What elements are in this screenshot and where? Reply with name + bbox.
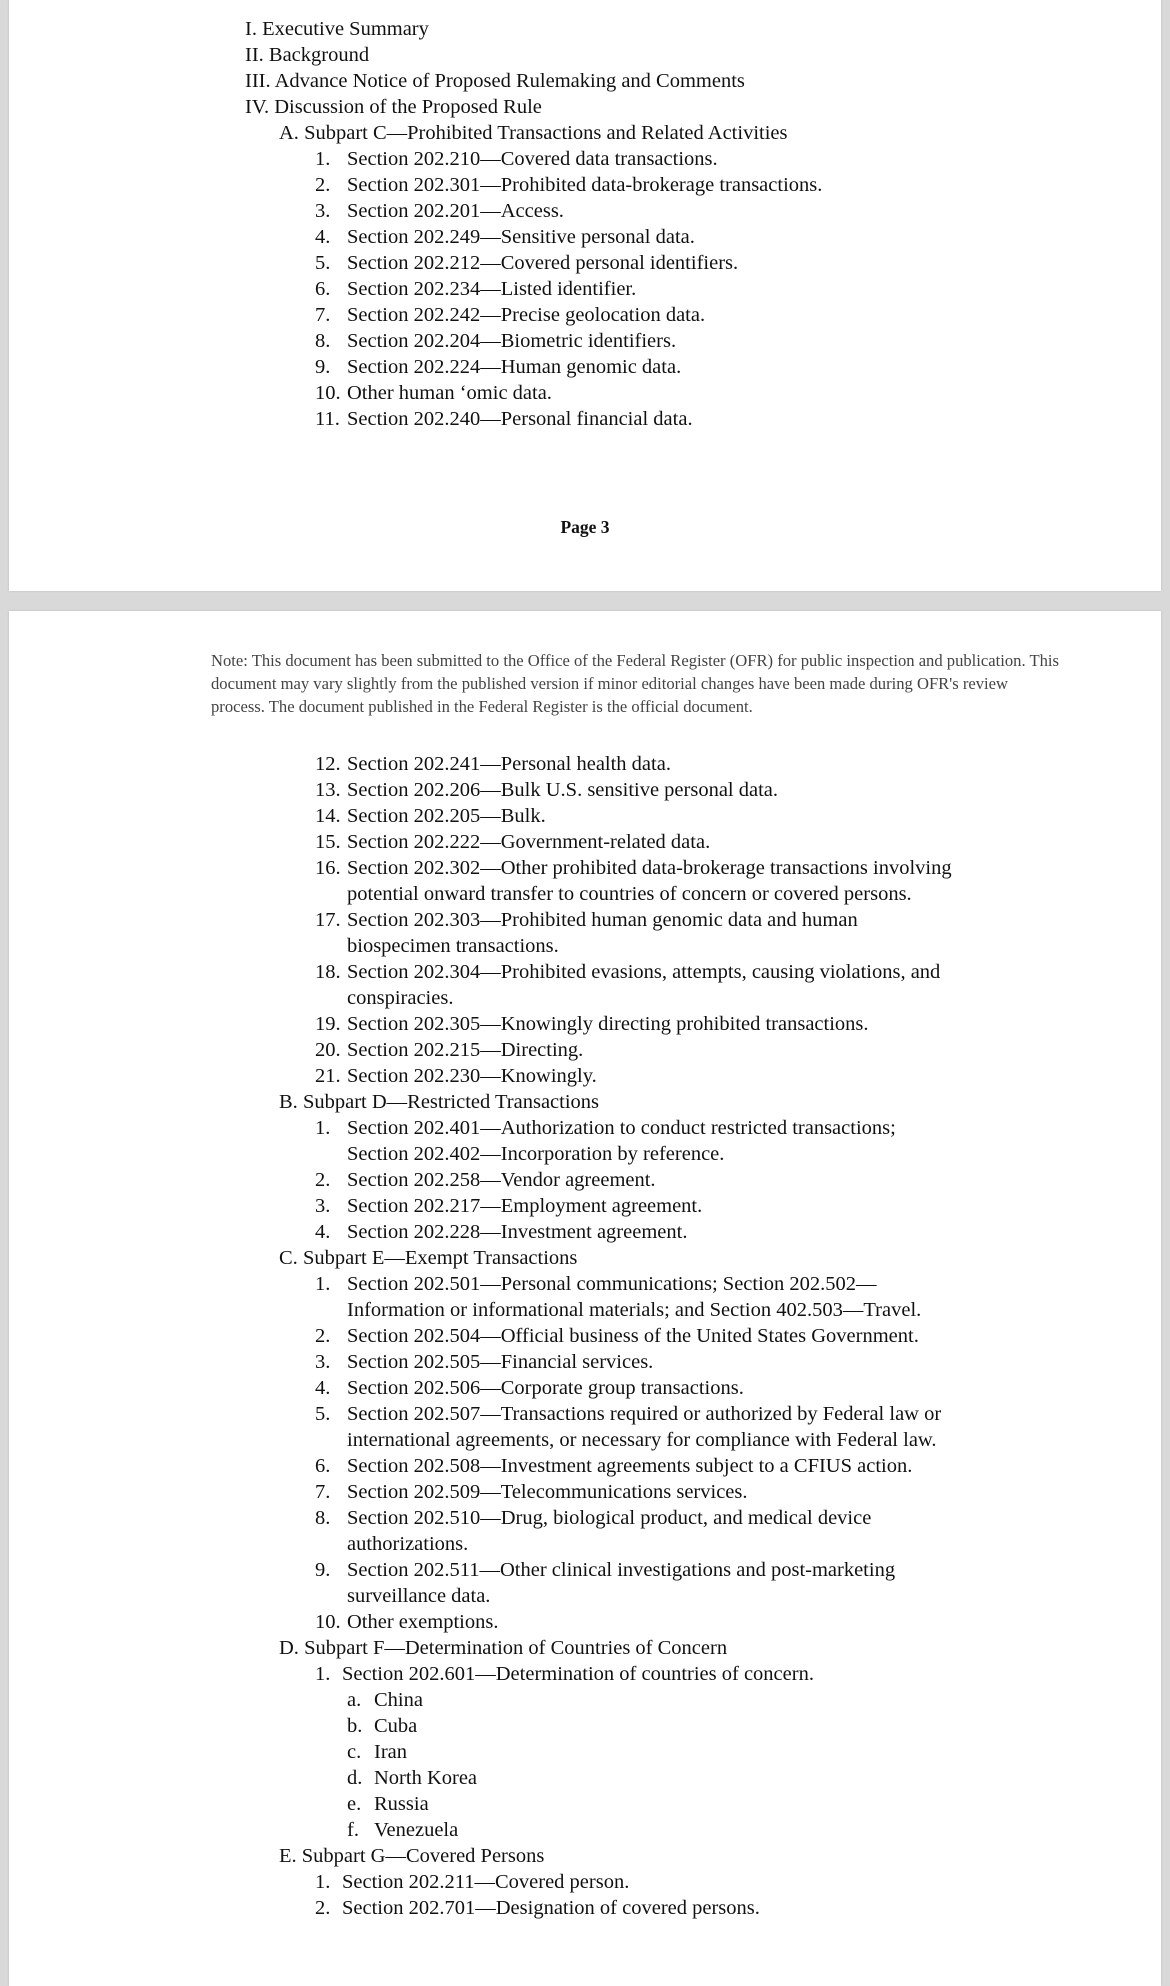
toc-item-continuation: international agreements, or necessary for compliance with Federal law. bbox=[347, 1429, 937, 1451]
toc-item: 5. Section 202.507—Transactions required or authorized by Federal law or bbox=[315, 1403, 942, 1425]
page-number: Page 3 bbox=[560, 517, 610, 537]
toc-item: 1. Section 202.210—Covered data transactions. bbox=[315, 148, 718, 170]
toc-item-continuation: Information or informational materials; and Section 402.503—Travel. bbox=[347, 1299, 922, 1321]
toc-item: 9. Section 202.224—Human genomic data. bbox=[315, 356, 682, 378]
toc-item: 4. Section 202.249—Sensitive personal data. bbox=[315, 226, 695, 248]
toc-item: 7. Section 202.509—Telecommunications services. bbox=[315, 1481, 748, 1503]
toc-item: 16. Section 202.302—Other prohibited data-brokerage transactions involving bbox=[315, 857, 952, 879]
toc-item: 6. Section 202.234—Listed identifier. bbox=[315, 278, 637, 300]
toc-item: 9. Section 202.511—Other clinical investigations and post-marketing bbox=[315, 1559, 896, 1581]
toc-item: 10. Other exemptions. bbox=[315, 1611, 499, 1633]
toc-item: a. China bbox=[347, 1689, 423, 1711]
toc-item: II. Background bbox=[245, 44, 370, 66]
toc-item: 10. Other human ‘omic data. bbox=[315, 382, 552, 404]
toc-item: 8. Section 202.204—Biometric identifiers. bbox=[315, 330, 677, 352]
toc-item: 12. Section 202.241—Personal health data. bbox=[315, 753, 671, 775]
toc-item-continuation: surveillance data. bbox=[347, 1585, 491, 1607]
toc-item: 3. Section 202.505—Financial services. bbox=[315, 1351, 654, 1373]
toc-item: f. Venezuela bbox=[347, 1819, 459, 1841]
toc-item: c. Iran bbox=[347, 1741, 408, 1763]
toc-item: 15. Section 202.222—Government-related data. bbox=[315, 831, 711, 853]
ofr-note: Note: This document has been submitted to the Office of the Federal Register (OFR) for public inspection and publication. This document may vary slightly from the published version if minor editorial changes have been made during OFR's review process. The document published in the Federal Register is the official document. bbox=[211, 651, 1059, 716]
toc-item: d. North Korea bbox=[347, 1767, 478, 1789]
toc-item-continuation: potential onward transfer to countries of concern or covered persons. bbox=[347, 883, 912, 905]
toc-item-continuation: authorizations. bbox=[347, 1533, 469, 1555]
toc-item: 1. Section 202.601—Determination of countries of concern. bbox=[315, 1663, 814, 1685]
toc-item: 19. Section 202.305—Knowingly directing prohibited transactions. bbox=[315, 1013, 869, 1035]
toc-item: 7. Section 202.242—Precise geolocation data. bbox=[315, 304, 706, 326]
toc-item-continuation: conspiracies. bbox=[347, 987, 454, 1009]
toc-item: 3. Section 202.201—Access. bbox=[315, 200, 564, 222]
toc-item: 1. Section 202.501—Personal communications; Section 202.502— bbox=[315, 1273, 877, 1295]
toc-item: 2. Section 202.301—Prohibited data-brokerage transactions. bbox=[315, 174, 823, 196]
toc-item: e. Russia bbox=[347, 1793, 429, 1815]
toc-item: 4. Section 202.506—Corporate group transactions. bbox=[315, 1377, 744, 1399]
toc-item: IV. Discussion of the Proposed Rule bbox=[245, 96, 542, 118]
toc-item: 2. Section 202.701—Designation of covered persons. bbox=[315, 1897, 760, 1919]
document-page-4 bbox=[9, 611, 1161, 1986]
toc-item: 4. Section 202.228—Investment agreement. bbox=[315, 1221, 688, 1243]
toc-item: 8. Section 202.510—Drug, biological product, and medical device bbox=[315, 1507, 872, 1529]
toc-item: 11. Section 202.240—Personal financial data. bbox=[315, 408, 693, 430]
toc-item: 20. Section 202.215—Directing. bbox=[315, 1039, 584, 1061]
toc-item: 1. Section 202.211—Covered person. bbox=[315, 1871, 630, 1893]
toc-item: E. Subpart G—Covered Persons bbox=[279, 1845, 545, 1867]
toc-item: 2. Section 202.258—Vendor agreement. bbox=[315, 1169, 656, 1191]
toc-item-continuation: Section 202.402—Incorporation by reference. bbox=[347, 1143, 725, 1165]
toc-item: III. Advance Notice of Proposed Rulemaking and Comments bbox=[245, 70, 745, 92]
toc-item: 14. Section 202.205—Bulk. bbox=[315, 805, 546, 827]
toc-item: 13. Section 202.206—Bulk U.S. sensitive personal data. bbox=[315, 779, 779, 801]
toc-item: A. Subpart C—Prohibited Transactions and Related Activities bbox=[279, 122, 788, 144]
toc-item: B. Subpart D—Restricted Transactions bbox=[279, 1091, 600, 1113]
toc-item: 18. Section 202.304—Prohibited evasions, attempts, causing violations, and bbox=[315, 961, 941, 983]
toc-item: 5. Section 202.212—Covered personal identifiers. bbox=[315, 252, 739, 274]
toc-item: 6. Section 202.508—Investment agreements subject to a CFIUS action. bbox=[315, 1455, 913, 1477]
toc-item: 21. Section 202.230—Knowingly. bbox=[315, 1065, 597, 1087]
toc-item: I. Executive Summary bbox=[245, 18, 429, 40]
toc-item: 1. Section 202.401—Authorization to conduct restricted transactions; bbox=[315, 1117, 896, 1139]
document-page-3 bbox=[9, 0, 1161, 591]
toc-item: b. Cuba bbox=[347, 1715, 418, 1737]
toc-item: D. Subpart F—Determination of Countries of Concern bbox=[279, 1637, 728, 1659]
toc-item: 17. Section 202.303—Prohibited human genomic data and human bbox=[315, 909, 858, 931]
toc-item: 2. Section 202.504—Official business of the United States Government. bbox=[315, 1325, 919, 1347]
toc-item: C. Subpart E—Exempt Transactions bbox=[279, 1247, 578, 1269]
toc-item: 3. Section 202.217—Employment agreement. bbox=[315, 1195, 703, 1217]
toc-item-continuation: biospecimen transactions. bbox=[347, 935, 559, 957]
